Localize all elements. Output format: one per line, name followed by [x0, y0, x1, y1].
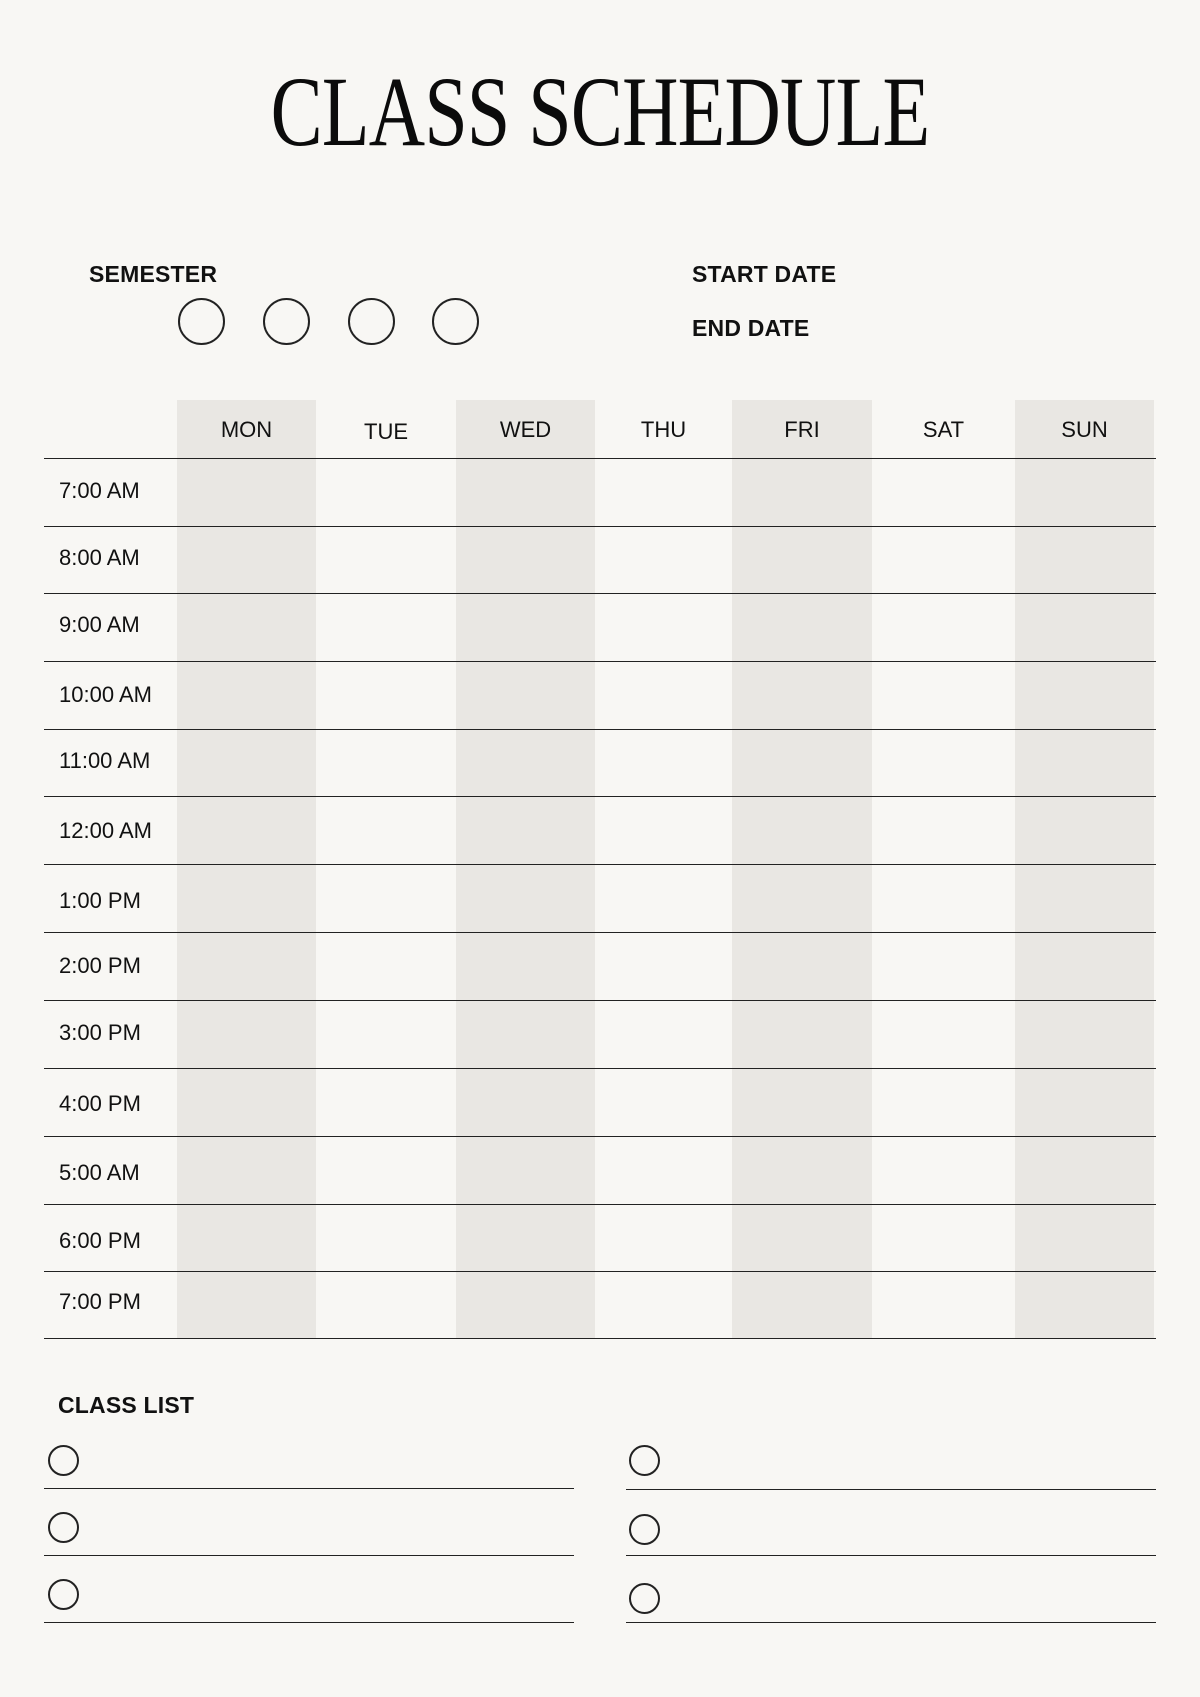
- schedule-cell-fri-row-13[interactable]: [732, 1273, 872, 1337]
- class-entry-line: [626, 1489, 1156, 1490]
- schedule-cell-wed-row-12[interactable]: [456, 1206, 595, 1270]
- class-entry-input[interactable]: [677, 1440, 1161, 1486]
- schedule-cell-sat-row-7[interactable]: [872, 866, 1015, 931]
- schedule-cell-wed-row-5[interactable]: [456, 731, 595, 795]
- schedule-cell-fri-row-2[interactable]: [732, 528, 872, 592]
- schedule-cell-sat-row-12[interactable]: [872, 1206, 1015, 1270]
- class-entry-line: [626, 1622, 1156, 1623]
- schedule-cell-wed-row-13[interactable]: [456, 1273, 595, 1337]
- class-entry-line: [44, 1555, 574, 1556]
- schedule-cell-sun-row-12[interactable]: [1015, 1206, 1154, 1270]
- schedule-cell-thu-row-1[interactable]: [595, 460, 732, 525]
- schedule-cell-thu-row-10[interactable]: [595, 1070, 732, 1135]
- schedule-cell-sun-row-5[interactable]: [1015, 731, 1154, 795]
- day-header-sun: SUN: [1061, 417, 1108, 442]
- schedule-cell-tue-row-11[interactable]: [316, 1138, 456, 1203]
- schedule-cell-thu-row-5[interactable]: [595, 731, 732, 795]
- schedule-cell-sat-row-10[interactable]: [872, 1070, 1015, 1135]
- schedule-cell-thu-row-12[interactable]: [595, 1206, 732, 1270]
- class-checkbox[interactable]: [629, 1445, 660, 1476]
- semester-option-2[interactable]: [263, 298, 310, 345]
- schedule-cell-tue-row-9[interactable]: [316, 1002, 456, 1067]
- schedule-cell-thu-row-9[interactable]: [595, 1002, 732, 1067]
- row-divider: [44, 593, 1156, 594]
- schedule-cell-fri-row-9[interactable]: [732, 1002, 872, 1067]
- end-date-label: END DATE: [692, 315, 810, 341]
- schedule-cell-thu-row-4[interactable]: [595, 663, 732, 728]
- page-title: CLASS SCHEDULE: [270, 56, 930, 167]
- schedule-cell-thu-row-13[interactable]: [595, 1273, 732, 1337]
- schedule-cell-tue-row-10[interactable]: [316, 1070, 456, 1135]
- class-entry-input[interactable]: [677, 1509, 1161, 1555]
- schedule-cell-fri-row-4[interactable]: [732, 663, 872, 728]
- class-entry-input[interactable]: [96, 1440, 580, 1486]
- time-label-row-2: 8:00 AM: [59, 545, 140, 570]
- row-divider: [44, 1136, 1156, 1137]
- schedule-cell-tue-row-3[interactable]: [316, 595, 456, 660]
- day-header-fri: FRI: [784, 417, 820, 442]
- semester-option-1[interactable]: [178, 298, 225, 345]
- schedule-cell-sun-row-3[interactable]: [1015, 595, 1154, 660]
- time-label-row-13: 7:00 PM: [59, 1289, 141, 1314]
- schedule-cell-wed-row-6[interactable]: [456, 798, 595, 863]
- schedule-cell-mon-row-9[interactable]: [177, 1002, 316, 1067]
- row-divider: [44, 796, 1156, 797]
- schedule-cell-thu-row-7[interactable]: [595, 866, 732, 931]
- schedule-cell-mon-row-2[interactable]: [177, 528, 316, 592]
- schedule-cell-fri-row-5[interactable]: [732, 731, 872, 795]
- schedule-cell-wed-row-10[interactable]: [456, 1070, 595, 1135]
- schedule-cell-mon-row-11[interactable]: [177, 1138, 316, 1203]
- schedule-cell-mon-row-1[interactable]: [177, 460, 316, 525]
- schedule-cell-sat-row-8[interactable]: [872, 934, 1015, 999]
- class-entry-input[interactable]: [96, 1574, 580, 1620]
- schedule-cell-sun-row-8[interactable]: [1015, 934, 1154, 999]
- day-header-thu: THU: [640, 417, 687, 442]
- schedule-cell-sun-row-4[interactable]: [1015, 663, 1154, 728]
- schedule-cell-mon-row-6[interactable]: [177, 798, 316, 863]
- schedule-cell-sat-row-5[interactable]: [872, 731, 1015, 795]
- time-label-row-6: 12:00 AM: [59, 818, 152, 843]
- row-divider: [44, 1000, 1156, 1001]
- schedule-cell-thu-row-2[interactable]: [595, 528, 732, 592]
- schedule-cell-fri-row-12[interactable]: [732, 1206, 872, 1270]
- schedule-cell-sun-row-13[interactable]: [1015, 1273, 1154, 1337]
- schedule-cell-thu-row-8[interactable]: [595, 934, 732, 999]
- schedule-cell-fri-row-7[interactable]: [732, 866, 872, 931]
- schedule-cell-tue-row-13[interactable]: [316, 1273, 456, 1337]
- schedule-cell-sat-row-9[interactable]: [872, 1002, 1015, 1067]
- time-label-row-12: 6:00 PM: [59, 1228, 141, 1253]
- schedule-cell-fri-row-3[interactable]: [732, 595, 872, 660]
- schedule-cell-sat-row-2[interactable]: [872, 528, 1015, 592]
- schedule-cell-wed-row-1[interactable]: [456, 460, 595, 525]
- row-divider: [44, 661, 1156, 662]
- schedule-cell-tue-row-2[interactable]: [316, 528, 456, 592]
- schedule-cell-tue-row-1[interactable]: [316, 460, 456, 525]
- schedule-cell-fri-row-10[interactable]: [732, 1070, 872, 1135]
- schedule-cell-fri-row-11[interactable]: [732, 1138, 872, 1203]
- schedule-cell-fri-row-8[interactable]: [732, 934, 872, 999]
- class-checkbox[interactable]: [48, 1445, 79, 1476]
- start-date-label: START DATE: [692, 261, 837, 287]
- schedule-cell-sat-row-11[interactable]: [872, 1138, 1015, 1203]
- schedule-cell-sun-row-11[interactable]: [1015, 1138, 1154, 1203]
- row-divider: [44, 526, 1156, 527]
- time-label-row-10: 4:00 PM: [59, 1091, 141, 1116]
- schedule-cell-fri-row-6[interactable]: [732, 798, 872, 863]
- schedule-cell-mon-row-3[interactable]: [177, 595, 316, 660]
- class-list-label: CLASS LIST: [58, 1392, 195, 1418]
- semester-label: SEMESTER: [89, 261, 218, 287]
- schedule-cell-sun-row-2[interactable]: [1015, 528, 1154, 592]
- schedule-cell-wed-row-3[interactable]: [456, 595, 595, 660]
- time-label-row-1: 7:00 AM: [59, 478, 140, 503]
- schedule-cell-tue-row-12[interactable]: [316, 1206, 456, 1270]
- schedule-cell-thu-row-6[interactable]: [595, 798, 732, 863]
- schedule-cell-wed-row-11[interactable]: [456, 1138, 595, 1203]
- time-label-row-8: 2:00 PM: [59, 953, 141, 978]
- schedule-cell-mon-row-8[interactable]: [177, 934, 316, 999]
- schedule-cell-mon-row-5[interactable]: [177, 731, 316, 795]
- time-label-row-9: 3:00 PM: [59, 1020, 141, 1045]
- schedule-cell-wed-row-2[interactable]: [456, 528, 595, 592]
- row-divider: [44, 729, 1156, 730]
- day-header-tue: TUE: [364, 419, 408, 444]
- class-checkbox[interactable]: [48, 1512, 79, 1543]
- class-entry-line: [44, 1622, 574, 1623]
- schedule-cell-mon-row-10[interactable]: [177, 1070, 316, 1135]
- schedule-cell-sat-row-6[interactable]: [872, 798, 1015, 863]
- time-label-row-7: 1:00 PM: [59, 888, 141, 913]
- schedule-cell-tue-row-5[interactable]: [316, 731, 456, 795]
- schedule-cell-mon-row-4[interactable]: [177, 663, 316, 728]
- header-divider: [44, 458, 1156, 459]
- schedule-cell-mon-row-7[interactable]: [177, 866, 316, 931]
- schedule-cell-wed-row-4[interactable]: [456, 663, 595, 728]
- schedule-cell-wed-row-9[interactable]: [456, 1002, 595, 1067]
- schedule-cell-wed-row-8[interactable]: [456, 934, 595, 999]
- schedule-cell-sun-row-9[interactable]: [1015, 1002, 1154, 1067]
- schedule-cell-sun-row-1[interactable]: [1015, 460, 1154, 525]
- row-divider: [44, 932, 1156, 933]
- time-label-row-3: 9:00 AM: [59, 612, 140, 637]
- class-entry-input[interactable]: [677, 1578, 1161, 1624]
- semester-option-3[interactable]: [348, 298, 395, 345]
- row-divider: [44, 1204, 1156, 1205]
- time-label-row-11: 5:00 AM: [59, 1160, 140, 1185]
- class-entry-line: [626, 1555, 1156, 1556]
- row-divider: [44, 864, 1156, 865]
- time-label-row-4: 10:00 AM: [59, 682, 152, 707]
- schedule-cell-tue-row-4[interactable]: [316, 663, 456, 728]
- schedule-cell-sun-row-6[interactable]: [1015, 798, 1154, 863]
- row-divider: [44, 1271, 1156, 1272]
- schedule-cell-thu-row-3[interactable]: [595, 595, 732, 660]
- schedule-cell-thu-row-11[interactable]: [595, 1138, 732, 1203]
- schedule-cell-sun-row-10[interactable]: [1015, 1070, 1154, 1135]
- class-checkbox[interactable]: [629, 1514, 660, 1545]
- row-divider: [44, 1068, 1156, 1069]
- schedule-cell-mon-row-12[interactable]: [177, 1206, 316, 1270]
- class-checkbox[interactable]: [629, 1583, 660, 1614]
- schedule-grid: [44, 400, 1156, 1340]
- schedule-cell-mon-row-13[interactable]: [177, 1273, 316, 1337]
- schedule-cell-sat-row-13[interactable]: [872, 1273, 1015, 1337]
- day-header-mon: MON: [220, 417, 273, 442]
- time-label-row-5: 11:00 AM: [59, 748, 151, 773]
- schedule-cell-sat-row-3[interactable]: [872, 595, 1015, 660]
- schedule-cell-fri-row-1[interactable]: [732, 460, 872, 525]
- day-header-sat: SAT: [922, 417, 965, 442]
- schedule-cell-tue-row-8[interactable]: [316, 934, 456, 999]
- schedule-cell-wed-row-7[interactable]: [456, 866, 595, 931]
- semester-option-4[interactable]: [432, 298, 479, 345]
- class-entry-input[interactable]: [96, 1507, 580, 1553]
- schedule-cell-sat-row-1[interactable]: [872, 460, 1015, 525]
- schedule-cell-tue-row-6[interactable]: [316, 798, 456, 863]
- schedule-cell-tue-row-7[interactable]: [316, 866, 456, 931]
- schedule-cell-sun-row-7[interactable]: [1015, 866, 1154, 931]
- grid-bottom-border: [44, 1338, 1156, 1339]
- class-checkbox[interactable]: [48, 1579, 79, 1610]
- day-header-wed: WED: [499, 417, 552, 442]
- class-entry-line: [44, 1488, 574, 1489]
- schedule-cell-sat-row-4[interactable]: [872, 663, 1015, 728]
